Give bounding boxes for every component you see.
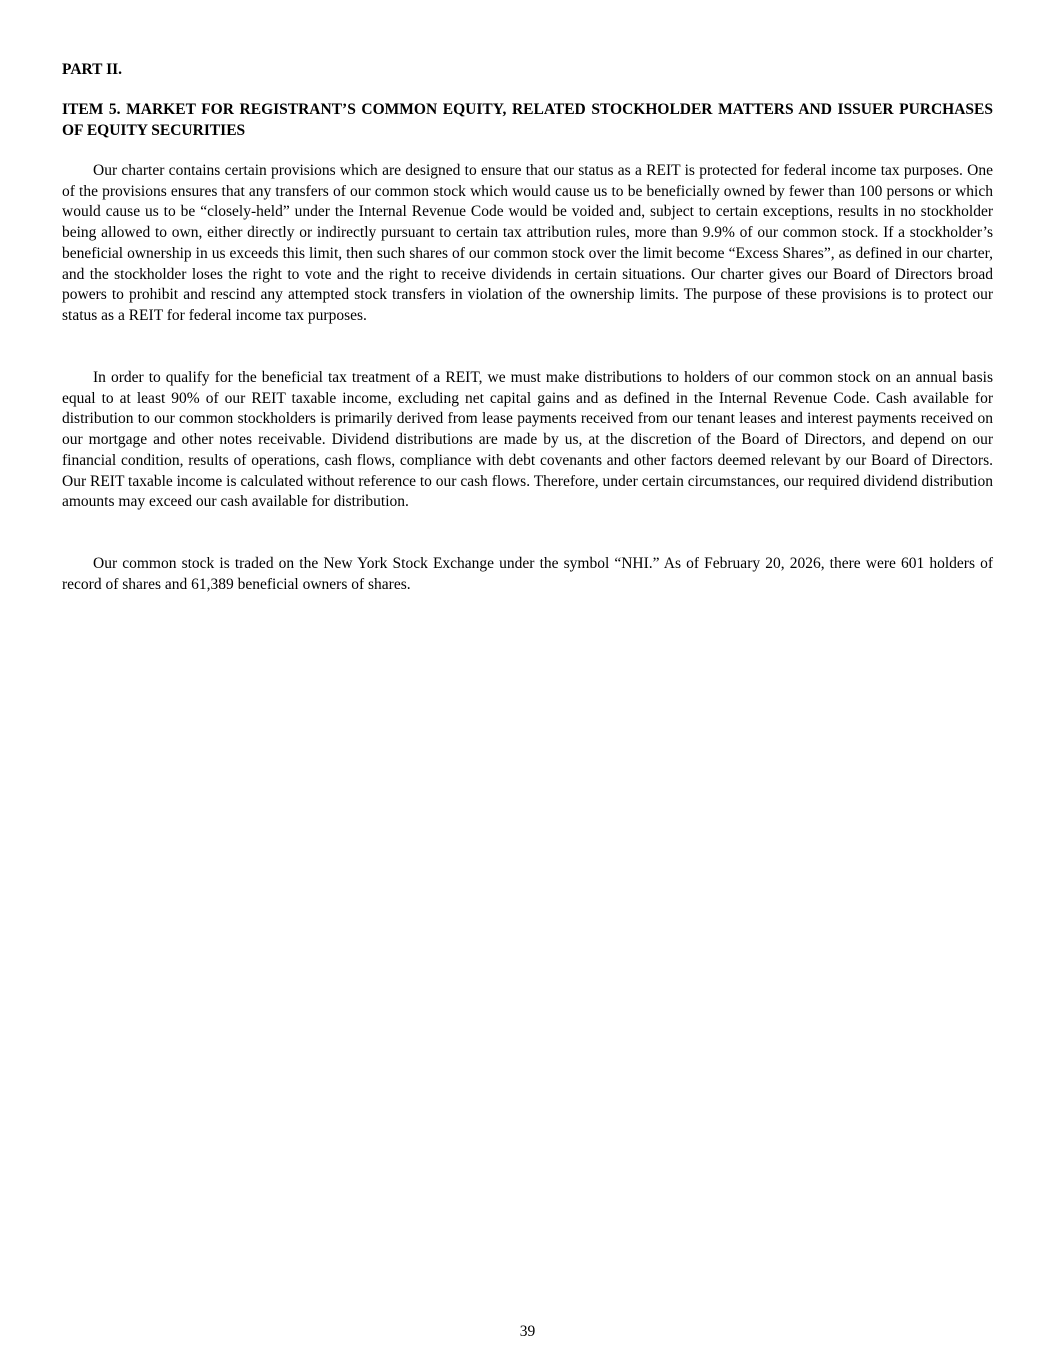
paragraph-distributions: In order to qualify for the beneficial tax treatment of a REIT, we must make distributions to holders of our common stock on an annual basis equal to at least 90% of our REIT taxable income, excluding net capital gains and as defined in the Internal Revenue Code. Cash available for distribution to our common stockholders is primarily derived from lease payments received from our tenant leases and interest payments received on our mortgage and other notes receivable. Dividend distributions are made by us, at the discretion of the Board of Directors, and depend on our financial condition, results of operations, cash flows, compliance with debt covenants and other factors deemed relevant by our Board of Directors. Our REIT taxable income is calculated without reference to our cash flows. Therefore, under certain circumstances, our required dividend distribution amounts may exceed our cash available for distribution. <box>62 369 993 511</box>
item-heading: ITEM 5. MARKET FOR REGISTRANT’S COMMON EQUITY, RELATED STOCKHOLDER MATTERS AND ISSUER PURCHASES OF EQUITY SECURITIES <box>62 101 993 139</box>
paragraph-stock-listing: Our common stock is traded on the New York Stock Exchange under the symbol “NHI.” As of February 20, 2026, there were 601 holders of record of shares and 61,389 beneficial owners of shares. <box>62 555 993 593</box>
part-heading: PART II. <box>62 61 123 78</box>
paragraph-reit-provisions: Our charter contains certain provisions which are designed to ensure that our status as a REIT is protected for federal income tax purposes. One of the provisions ensures that any transfers of our common stock which would cause us to be beneficially owned by fewer than 100 persons or which would cause us to be “closely-held” under the Internal Revenue Code would be voided and, subject to certain exceptions, results in no stockholder being allowed to own, either directly or indirectly pursuant to certain tax attribution rules, more than 9.9% of our common stock. If a stockholder’s beneficial ownership in us exceeds this limit, then such shares of our common stock over the limit become “Excess Shares”, as defined in our charter, and the stockholder loses the right to vote and the right to receive dividends in certain situations. Our charter gives our Board of Directors broad powers to prohibit and rescind any attempted stock transfers in violation of the ownership limits. The purpose of these provisions is to protect our status as a REIT for federal income tax purposes. <box>62 162 993 324</box>
page-number: 39 <box>519 1323 536 1340</box>
